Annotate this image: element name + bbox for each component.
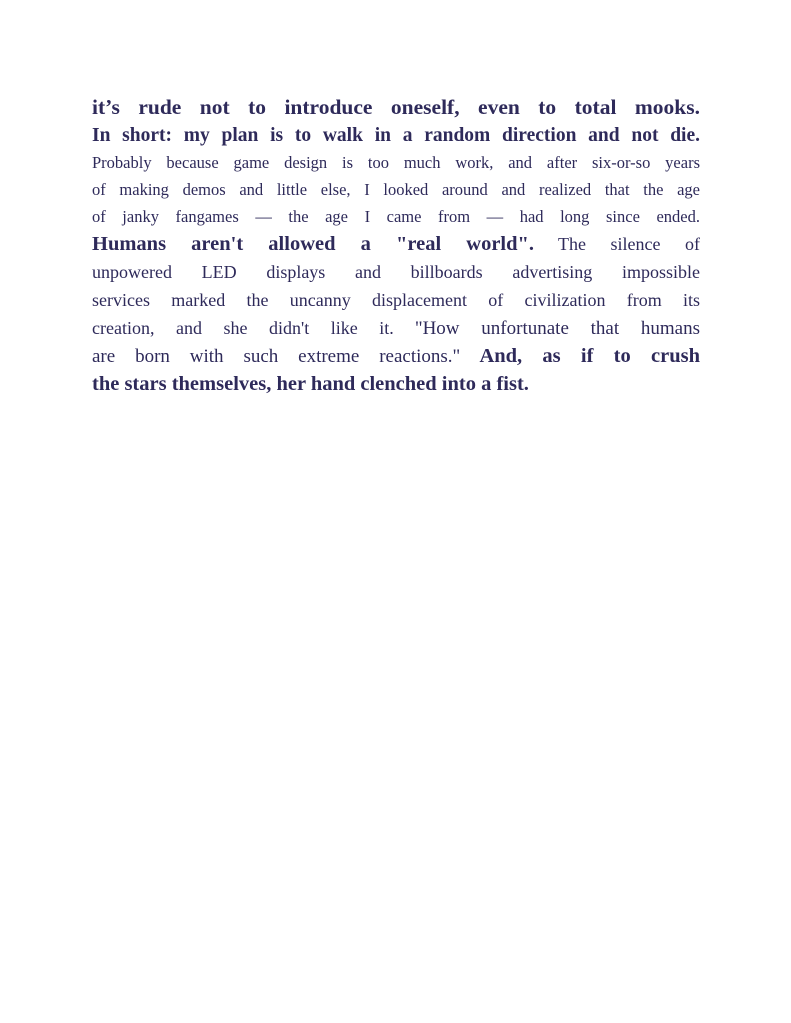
text-line: [92, 371, 700, 399]
text-segment-small: of janky fangames — the age I came from — had long since ended.: [92, 207, 700, 226]
text-segment-small: Probably because game design is too much work, and after six-or-so years: [92, 153, 700, 172]
text-segment-emphasis: the stars themselves, her hand clenched into a fist.: [92, 373, 529, 395]
text-line: [92, 315, 700, 343]
text-segment-body: unpowered LED displays and billboards advertising impossible: [92, 262, 700, 282]
text-line: [92, 150, 700, 177]
text-segment-quote: are born with such extreme reactions.": [92, 346, 461, 367]
text-line: [92, 259, 700, 287]
text-line: [92, 123, 700, 150]
text-line: [92, 94, 700, 123]
text-line: [92, 177, 700, 204]
text-segment-body: creation, and she didn't like it.: [92, 318, 394, 338]
text-block: [92, 94, 700, 399]
text-segment-subtitle: In short: my plan is to walk in a random direction and not die.: [92, 125, 700, 146]
text-segment-emphasis: Humans aren't allowed a "real world".: [92, 233, 535, 255]
text-line: [92, 287, 700, 315]
text-segment-emphasis: And, as if to crush: [479, 345, 700, 367]
text-line: [92, 231, 700, 259]
text-segment-quote: "How unfortunate that humans: [414, 318, 701, 339]
text-segment-body: services marked the uncanny displacement of civilization from its: [92, 290, 700, 310]
text-segment-title: it’s rude not to introduce oneself, even to total mooks.: [92, 95, 700, 119]
text-segment-small: of making demos and little else, I looked around and realized that the age: [92, 180, 700, 199]
text-line: [92, 343, 700, 371]
text-segment-body: The silence of: [558, 234, 700, 254]
text-line: [92, 204, 700, 231]
